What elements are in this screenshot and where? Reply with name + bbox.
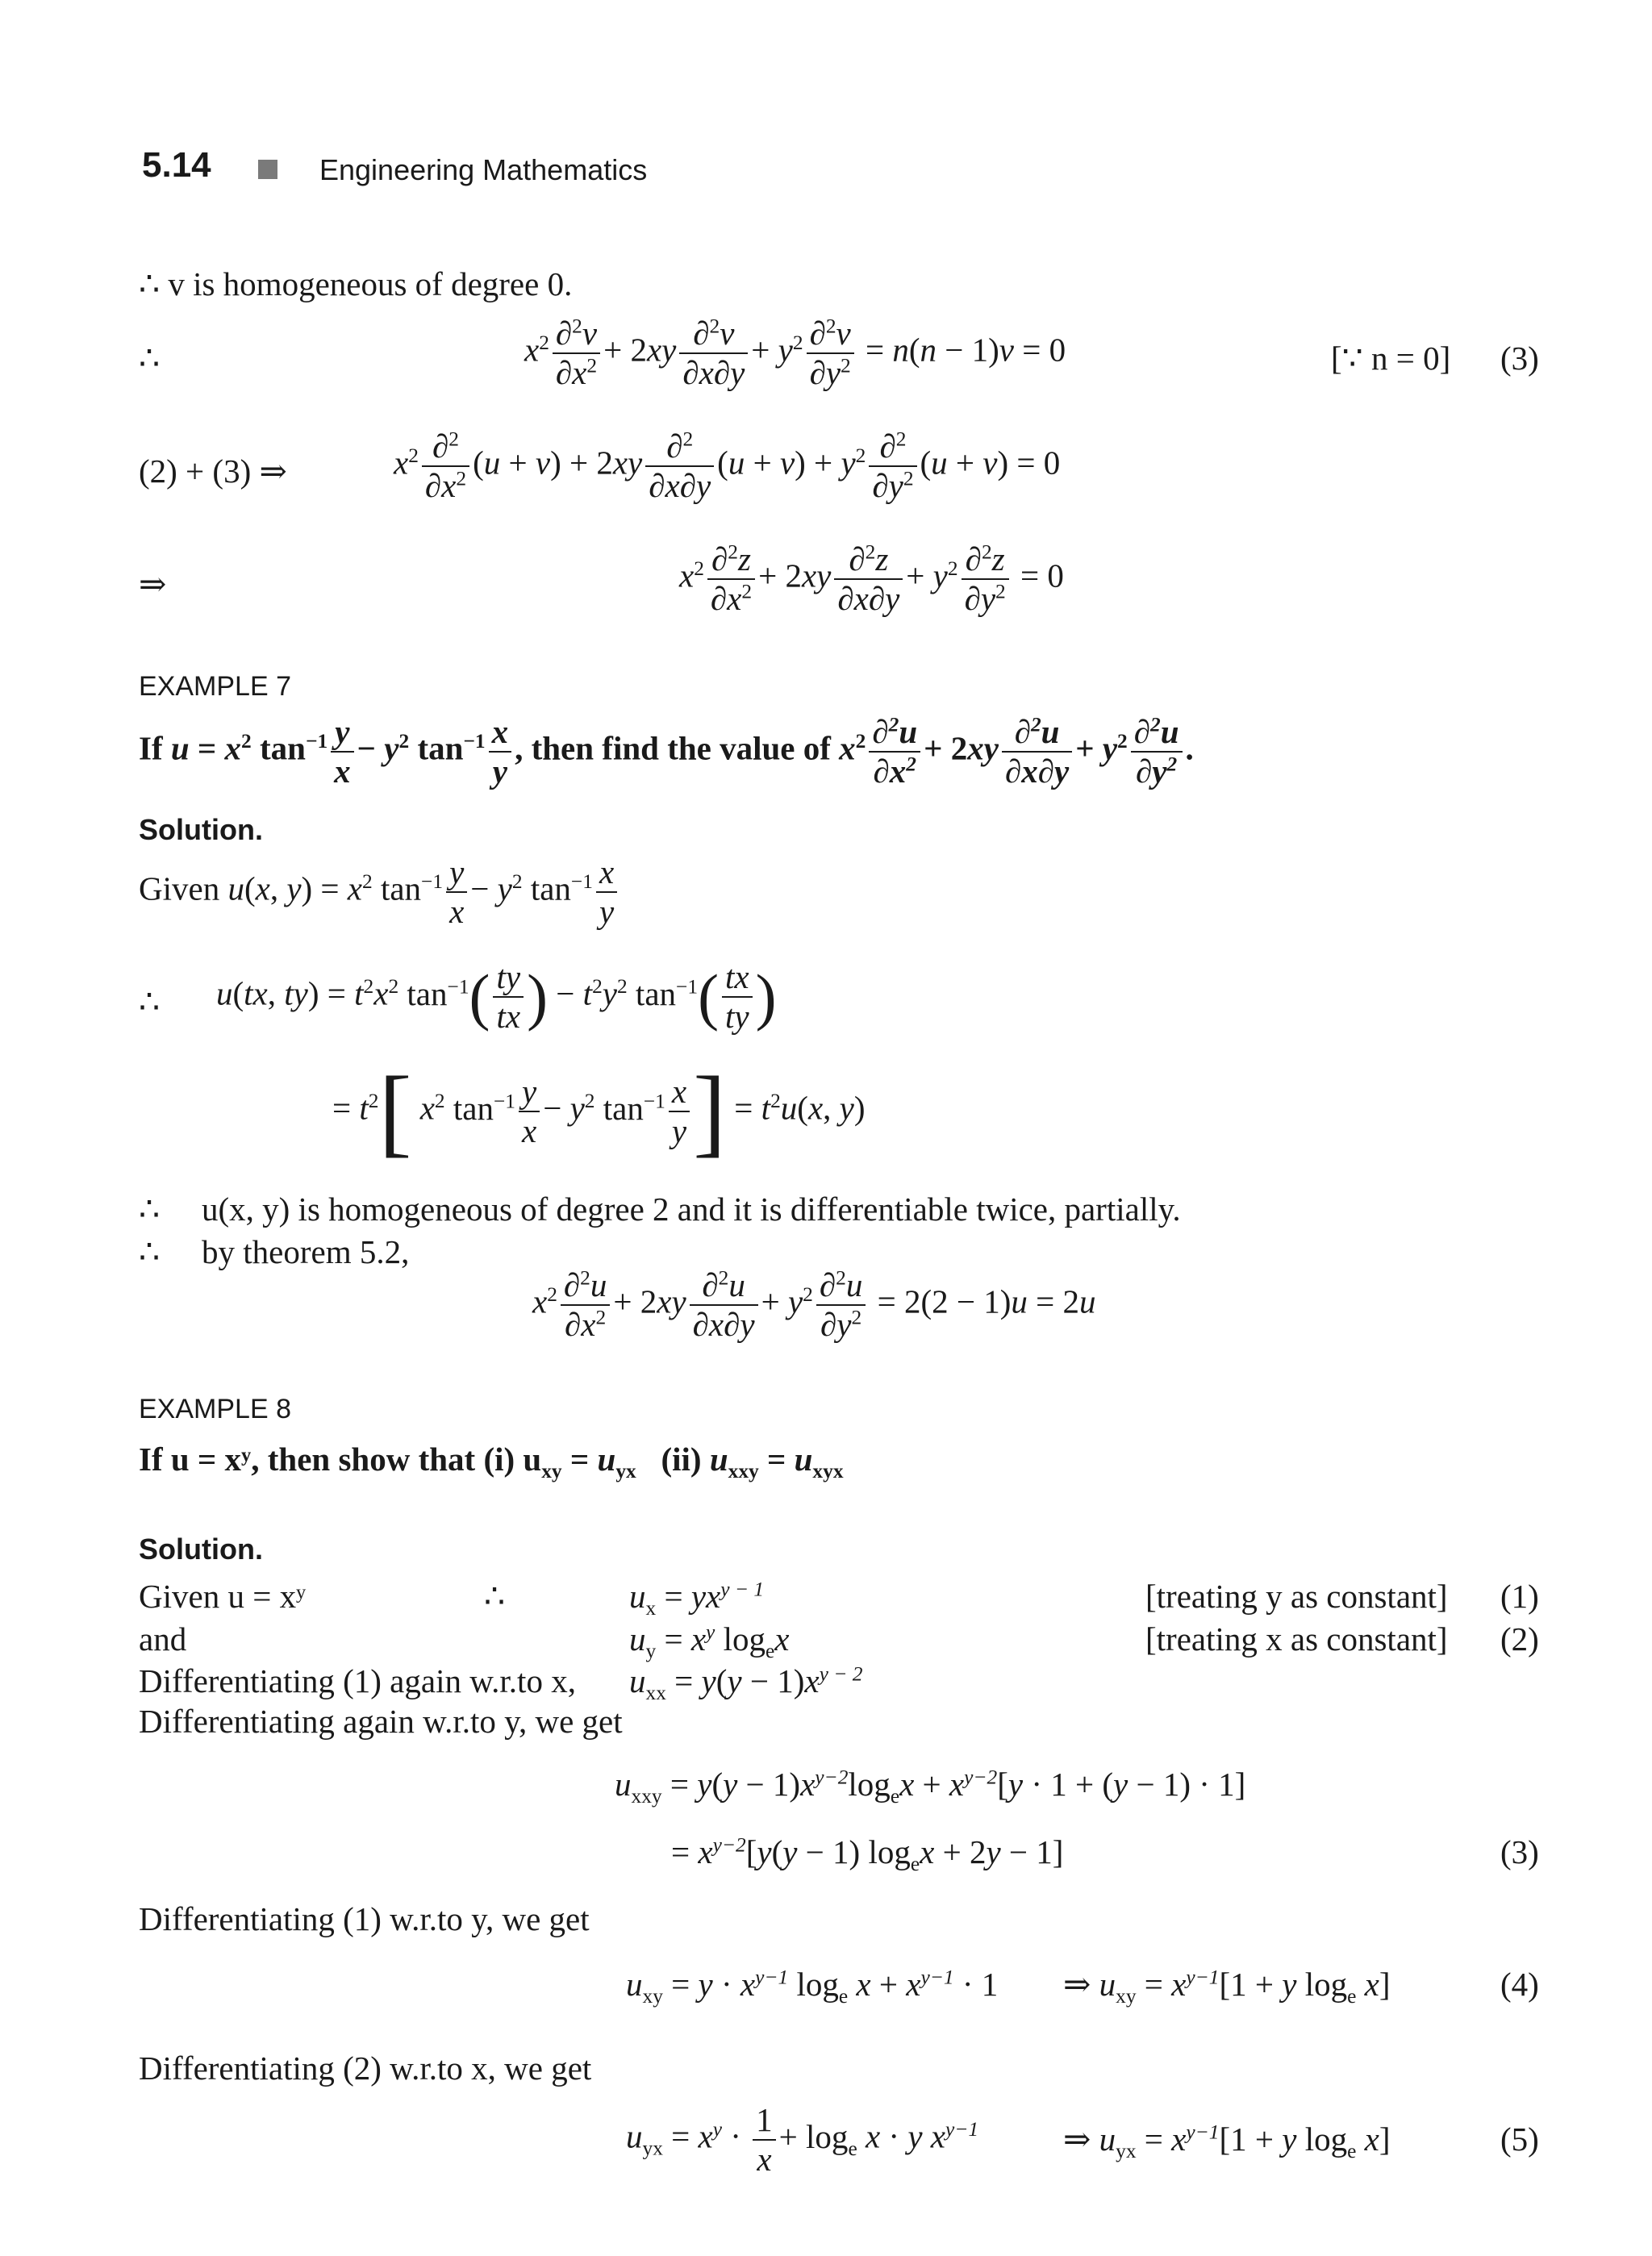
equation-tag-5: (5) [1500, 2120, 1539, 2158]
intro-line: ∴ v is homogeneous of degree 0. [139, 265, 573, 302]
equation-uyx-result: ⇒ $u_{yx} = x^{y-1}[1 + y$ $\log_e x$] [1063, 2120, 1391, 2163]
equation-uy: $u_y = x^y$ $\log_ex$ [629, 1620, 790, 1663]
problem-text: If u = xʸ, then show that (i) u [139, 1441, 542, 1478]
solution-label-8: Solution. [139, 1532, 263, 1566]
header-square-icon [258, 160, 277, 179]
conclusion-homogeneous: u(x, y) is homogeneous of degree 2 and it is differentiable twice, partially. [202, 1191, 1181, 1228]
equation-uyx: $u_{yx} = x^y$ · $\frac{1}{x}$ + $\log_e x \cdot y$ $x^{y-1}$ [626, 2101, 979, 2179]
book-title: Engineering Mathematics [319, 153, 648, 186]
equation-sum: $x^2$ $\frac{\partial^2}{\partial x^2}$ (u + v) + 2xy $\frac{\partial^2}{\partial x\partial y}$ $(u + v) + y^2$ $\frac{\partial^2}{\partial y^2}$ (u + v) = 0 [394, 427, 1061, 505]
equation-t-squared: = $t^2$[ $x^2$ $\tan^{-1}$ $\frac{y}{x}$ − $y^2$ $\tan^{-1}$ $\frac{x}{y}$ ] = $t^2u(x$, y) [332, 1056, 866, 1167]
equation-tag-4: (4) [1500, 1966, 1539, 2003]
therefore-symbol: ∴ [484, 1578, 506, 1615]
equation-v: $x^2$ $\frac{\partial^2v}{\partial x^2}$ + 2xy $\frac{\partial^2v}{\partial x\partial y}$ + $y^2$ $\frac{\partial^2v}{\partial y^2}$ = n(n − 1)v = 0 [524, 315, 1066, 392]
example-8-label: EXAMPLE 8 [139, 1394, 291, 1424]
diff-2-wrt-x: Differentiating (2) w.r.to x, we get [139, 2050, 592, 2087]
therefore-symbol: ∴ [139, 1191, 161, 1228]
equation-tag-3b: (3) [1500, 1833, 1539, 1870]
note-x-constant: [treating x as constant] [1145, 1620, 1448, 1658]
problem-lead: If [139, 729, 163, 767]
equation-uxxy-simplified: = $x^{y-2}[y(y - 1) \log_ex + 2y - 1]$ [671, 1833, 1064, 1876]
therefore-symbol: ∴ [139, 340, 161, 377]
example-8-problem: If u = xʸ, then show that (i) $u_{xy} = u_{yx}$ (ii) $u_{xxy} = u_{xyx}$ [139, 1441, 844, 1483]
equation-uxy: $u_{xy} = y \cdot x^{y-1}$ $\log_e x + x^{y-1} \cdot 1$ [626, 1966, 999, 2008]
equation-uxx: $u_{xx} = y(y - 1)x^{y - 2}$ [629, 1662, 863, 1705]
therefore-symbol: ∴ [139, 1233, 161, 1270]
given-u: Given u(x, $y) = x^2$ $\tan^{-1}$ $\frac{y}{x}$ − $y^2$ $\tan^{-1}$ $\frac{x}{y}$ [139, 853, 620, 931]
example-7-label: EXAMPLE 7 [139, 671, 291, 702]
diff-1-wrt-y: Differentiating (1) w.r.to y, we get [139, 1900, 590, 1937]
diff-again-y: Differentiating again w.r.to y, we get [139, 1703, 623, 1740]
solution-label-7: Solution. [139, 813, 263, 846]
note-y-constant: [treating y as constant] [1145, 1578, 1448, 1615]
equation-u-tx-ty: u(tx, $ty) = t^2x^2$ $\tan^{-1}$( $\frac{ty}{tx}$ ) − $t^2y^2$ $\tan^{-1}$( $\frac{tx}{ty}$ ) [216, 958, 777, 1036]
note-n-zero: [∵ n = 0] [1331, 340, 1451, 377]
therefore-symbol: ∴ [139, 983, 161, 1020]
conclusion-theorem: by theorem 5.2, [202, 1233, 410, 1270]
equation-tag-3: (3) [1500, 340, 1539, 377]
diff-again-x: Differentiating (1) again w.r.to x, [139, 1662, 576, 1699]
implies-symbol: ⇒ [139, 565, 167, 603]
problem-mid: , then find the value of [515, 729, 831, 767]
equation-euler-2u: $x^2$ $\frac{\partial^2u}{\partial x^2}$ + 2xy $\frac{\partial^2u}{\partial x\partial y}$ + $y^2$ $\frac{\partial^2u}{\partial y^2}$ = 2(2 − 1)u = 2u [532, 1266, 1096, 1344]
equation-ux: $u_x = yx^{y - 1}$ [629, 1578, 765, 1620]
example-7-problem: If $u = x^2$ $\tan^{-1}$ $\frac{y}{x}$ − $y^2$ $\tan^{-1}$ $\frac{x}{y}$ , then find the value of $x^2$ $\frac{\partial^2u}{\partial x^2}$ + 2xy $\frac{\partial^2u}{\partial x\partial y}$ + $y^2$ $\frac{\partial^2u}{\partial y^2}$ . [139, 713, 1194, 790]
and-label: and [139, 1620, 187, 1658]
equation-tag-2: (2) [1500, 1620, 1539, 1658]
given-u-xy: Given u = xʸ [139, 1578, 307, 1615]
equation-uxxy: $u_{xxy} = y(y - 1)x^{y-2}\log_ex + x^{y-2}[y \cdot 1 + (y - 1) \cdot 1]$ [615, 1766, 1246, 1808]
page-number: 5.14 [142, 145, 211, 185]
given-lead: Given [139, 869, 220, 907]
sum-label: (2) + (3) ⇒ [139, 452, 287, 490]
equation-tag-1: (1) [1500, 1578, 1539, 1615]
equation-z: $x^2$ $\frac{\partial^2z}{\partial x^2}$ + 2xy $\frac{\partial^2z}{\partial x\partial y}$ + $y^2$ $\frac{\partial^2z}{\partial y^2}$ = 0 [679, 540, 1064, 618]
equation-uxy-result: ⇒ $u_{xy} = x^{y-1}[1 + y$ $\log_e x$] [1063, 1966, 1391, 2008]
